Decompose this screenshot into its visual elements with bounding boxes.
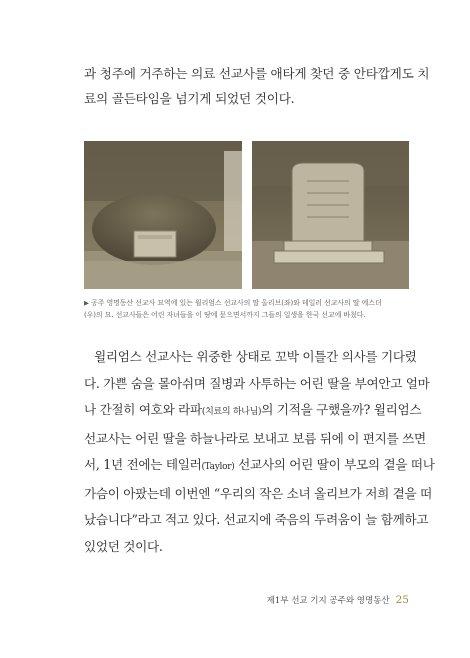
body-text-segment: 서, 1년 전에는 테일러 bbox=[84, 457, 202, 472]
body-line: 윌리엄스 선교사는 위중한 상태로 꼬박 이틀간 의사를 기다렸 bbox=[94, 349, 417, 364]
body-line: 다. 가쁜 숨을 몰아쉬며 질병과 사투하는 어린 딸을 부여안고 얼마 bbox=[84, 375, 430, 391]
body-text-segment: 선교사의 어린 딸이 부모의 곁을 떠나 bbox=[234, 457, 435, 472]
body-line: 선교사는 어린 딸을 하늘나라로 보내고 보름 뒤에 이 편지를 쓰면 bbox=[84, 430, 426, 446]
body-line: 났습니다”라고 적고 있다. 선교지에 죽음의 두려움이 늘 함께하고 bbox=[84, 512, 429, 527]
photo-caption bbox=[84, 297, 414, 321]
caption-line bbox=[84, 297, 414, 309]
body-text-small: (Taylor) bbox=[201, 462, 235, 472]
page-number: 25 bbox=[395, 594, 409, 606]
caption-text: 공주 영명동산 선교사 묘역에 있는 윌리엄스 선교사의 딸 올리브(좌)와 테일러 선교사의 딸 에스더 bbox=[88, 299, 382, 307]
body-text-segment: 의 기적을 구했을까? 윌리엄스 bbox=[261, 402, 422, 417]
grave-mound-photo bbox=[84, 141, 242, 289]
top-paragraph-line: 과 청주에 거주하는 의료 선교사를 애타게 찾던 중 안타깝게도 치 bbox=[84, 66, 430, 81]
body-line bbox=[84, 397, 422, 426]
top-paragraph-line: 료의 골든타임을 넘기게 되었던 것이다. bbox=[84, 91, 295, 106]
body-text-segment: 나 간절히 여호와 라파 bbox=[84, 402, 202, 417]
body-line bbox=[84, 452, 435, 481]
body-text-small: (치료의 하나님) bbox=[201, 407, 262, 417]
triangle-icon: ▶ bbox=[84, 299, 89, 307]
footer-section-title: 제1부 선교 기지 공주와 영명동산 bbox=[266, 596, 390, 606]
body-line: 있었던 것이다. bbox=[84, 538, 163, 554]
top-paragraph bbox=[84, 61, 430, 111]
page-footer bbox=[267, 594, 409, 606]
body-paragraph bbox=[84, 344, 435, 560]
caption-line: (우)의 묘. 선교사들은 어린 자녀들을 이 땅에 묻으면서까지 그들의 일생을 한국 선교에 바쳤다. bbox=[84, 311, 366, 319]
gravestone-photo bbox=[252, 141, 409, 289]
body-line: 가슴이 아팠는데 이번엔 “우리의 작은 소녀 올리브가 저희 곁을 떠 bbox=[84, 485, 432, 501]
